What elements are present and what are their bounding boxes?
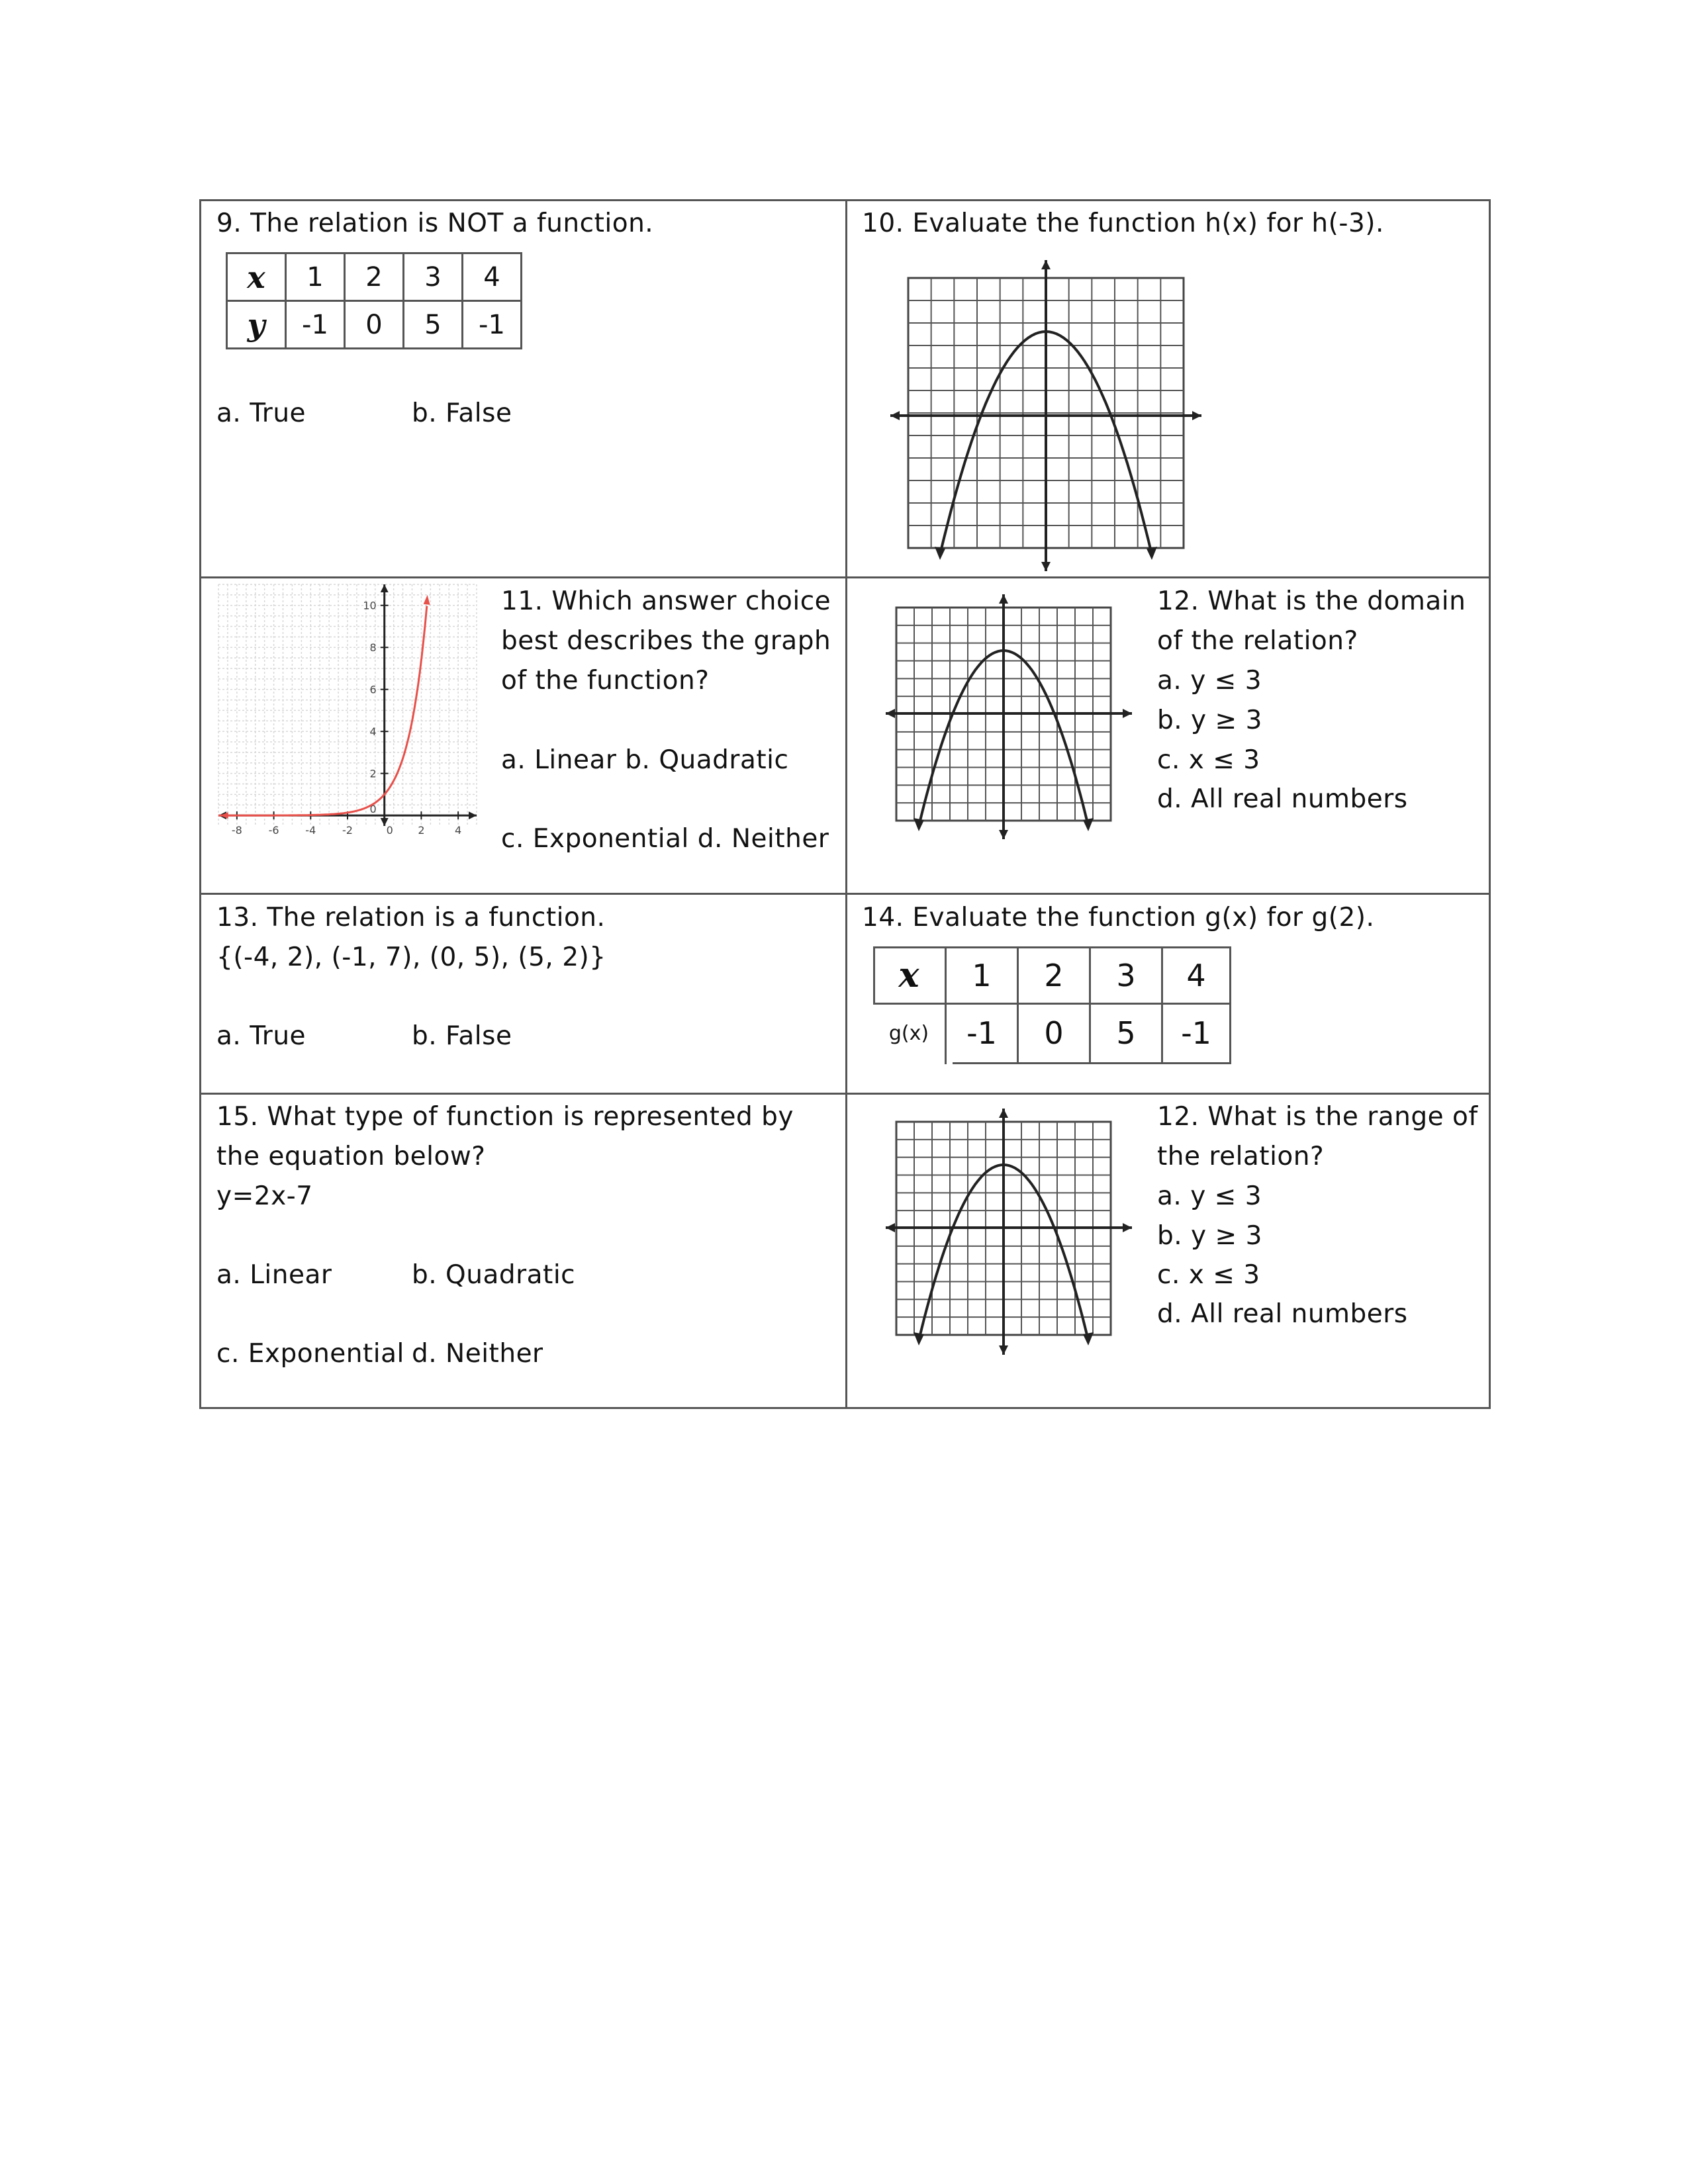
y-axis-arrow-up — [1041, 260, 1051, 269]
question-9-choice-b[interactable]: b. False — [412, 398, 512, 428]
y-header: g(x) — [888, 1022, 929, 1045]
question-11-choices-line-1[interactable]: a. Linear b. Quadratic — [501, 745, 789, 775]
x-axis-arrow-left — [886, 1223, 895, 1232]
y-value: 5 — [1116, 1015, 1136, 1051]
row-divider-1 — [199, 576, 1491, 578]
question-12-range-prompt-line-1: 12. What is the range of — [1157, 1102, 1478, 1132]
y-tick-label: 4 — [369, 725, 377, 739]
y-axis-arrow-up — [999, 1109, 1008, 1118]
question-9-table — [226, 252, 522, 349]
y-tick-label: 10 — [363, 599, 377, 612]
question-15-choice-c[interactable]: c. Exponential — [216, 1339, 404, 1369]
x-header: x — [898, 955, 919, 995]
column-divider — [845, 199, 847, 1409]
question-11-prompt-line-3: of the function? — [501, 666, 710, 696]
row-divider-2 — [199, 893, 1491, 895]
x-axis-arrow-right — [469, 811, 477, 819]
curve-arrow-left — [914, 1332, 924, 1345]
question-12-range-choice-a[interactable]: a. y ≤ 3 — [1157, 1181, 1262, 1211]
x-axis-arrow-right — [1123, 709, 1132, 718]
x-value: 1 — [972, 958, 992, 993]
x-tick-label: -4 — [305, 824, 316, 837]
x-value: 3 — [1116, 958, 1136, 993]
y-value: 0 — [1044, 1015, 1064, 1051]
x-value: 1 — [286, 253, 345, 301]
y-tick-label: 0 — [369, 803, 377, 816]
question-12-domain-prompt-line-2: of the relation? — [1157, 626, 1358, 656]
x-value: 3 — [404, 253, 463, 301]
question-13-relation: {(-4, 2), (-1, 7), (0, 5), (5, 2)} — [216, 942, 606, 972]
question-15-equation: y=2x-7 — [216, 1181, 313, 1211]
question-12-domain-graph — [886, 594, 1132, 839]
x-axis-arrow-right — [1123, 1223, 1132, 1232]
x-tick-label: -2 — [342, 824, 353, 837]
question-11-choices-line-2[interactable]: c. Exponential d. Neither — [501, 824, 829, 854]
row-divider-3 — [199, 1093, 1491, 1095]
curve-arrow-left — [935, 547, 945, 560]
question-12-domain-choice-b[interactable]: b. y ≥ 3 — [1157, 705, 1262, 735]
question-12-domain-choice-d[interactable]: d. All real numbers — [1157, 784, 1408, 814]
question-9-choice-a[interactable]: a. True — [216, 398, 306, 428]
x-value: 4 — [463, 253, 522, 301]
question-11-graph — [215, 581, 480, 837]
question-12-range-prompt-line-2: the relation? — [1157, 1142, 1325, 1171]
curve-arrow-right — [1083, 818, 1094, 831]
question-15-prompt-line-1: 15. What type of function is represented by — [216, 1102, 794, 1132]
y-value: -1 — [966, 1015, 997, 1051]
y-value: 0 — [345, 301, 404, 349]
y-tick-label: 8 — [369, 641, 377, 655]
question-12-range-choice-d[interactable]: d. All real numbers — [1157, 1299, 1408, 1329]
question-14-table — [873, 946, 1231, 1064]
question-15-prompt-line-2: the equation below? — [216, 1142, 486, 1171]
x-value: 4 — [1186, 958, 1206, 993]
question-10-prompt: 10. Evaluate the function h(x) for h(-3). — [862, 208, 1384, 238]
x-axis-arrow-left — [890, 411, 900, 420]
question-9-prompt: 9. The relation is NOT a function. — [216, 208, 654, 238]
x-value: 2 — [1044, 958, 1064, 993]
x-tick-label: 2 — [418, 824, 425, 837]
x-value: 2 — [345, 253, 404, 301]
question-14-prompt: 14. Evaluate the function g(x) for g(2). — [862, 903, 1375, 933]
y-tick-label: 2 — [369, 767, 377, 780]
question-12-range-choice-c[interactable]: c. x ≤ 3 — [1157, 1260, 1260, 1290]
x-header: x — [227, 253, 286, 301]
question-11-prompt-line-1: 11. Which answer choice — [501, 586, 831, 616]
question-12-domain-prompt-line-1: 12. What is the domain — [1157, 586, 1466, 616]
x-axis-arrow-right — [1192, 411, 1201, 420]
curve-arrow-right — [1147, 547, 1157, 560]
y-value: -1 — [1181, 1015, 1211, 1051]
y-axis-arrow-up — [381, 584, 389, 592]
question-12-domain-choice-a[interactable]: a. y ≤ 3 — [1157, 666, 1262, 696]
x-tick-label: 4 — [455, 824, 462, 837]
question-15-choice-b[interactable]: b. Quadratic — [412, 1260, 576, 1290]
y-axis-arrow-up — [999, 594, 1008, 604]
question-15-choice-d[interactable]: d. Neither — [412, 1339, 543, 1369]
question-13-prompt: 13. The relation is a function. — [216, 903, 606, 933]
x-tick-label: -6 — [268, 824, 279, 837]
y-value: -1 — [463, 301, 522, 349]
y-tick-label: 6 — [369, 683, 377, 696]
question-12-domain-choice-c[interactable]: c. x ≤ 3 — [1157, 745, 1260, 775]
question-12-range-choice-b[interactable]: b. y ≥ 3 — [1157, 1221, 1262, 1251]
x-tick-label: -8 — [231, 824, 242, 837]
question-10-graph — [890, 260, 1201, 578]
x-axis-arrow-left — [886, 709, 895, 718]
y-header: y — [227, 301, 286, 349]
curve-arrow-up — [424, 595, 430, 605]
y-axis-arrow-down — [999, 830, 1008, 839]
question-11-prompt-line-2: best describes the graph — [501, 626, 831, 656]
curve-arrow-left — [914, 818, 924, 831]
y-value: 5 — [404, 301, 463, 349]
y-axis-arrow-down — [999, 1345, 1008, 1355]
question-13-choice-a[interactable]: a. True — [216, 1021, 306, 1051]
y-axis-arrow-down — [1041, 562, 1051, 571]
question-12-range-graph — [886, 1109, 1132, 1357]
x-tick-label: 0 — [386, 824, 393, 837]
question-13-choice-b[interactable]: b. False — [412, 1021, 512, 1051]
y-value: -1 — [286, 301, 345, 349]
question-15-choice-a[interactable]: a. Linear — [216, 1260, 332, 1290]
curve-arrow-right — [1083, 1332, 1094, 1345]
